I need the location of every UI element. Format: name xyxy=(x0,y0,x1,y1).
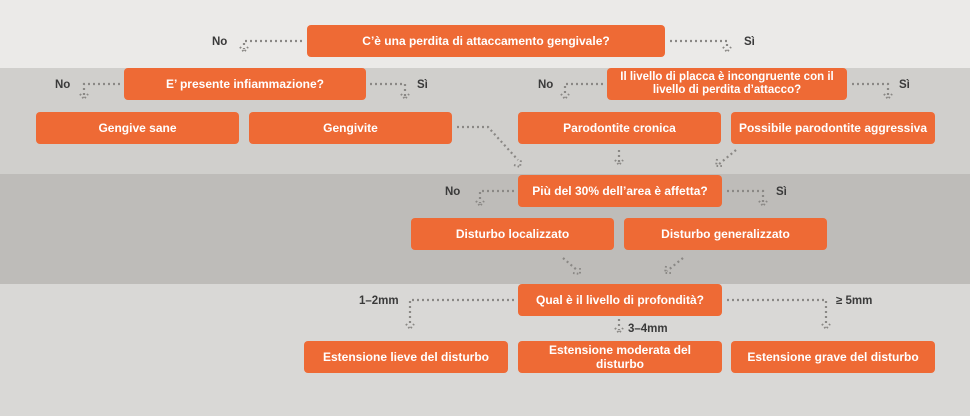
question-inflammation: E’ presente infiammazione? xyxy=(124,68,366,100)
arrow-head xyxy=(822,324,830,329)
arrow-head xyxy=(406,324,414,329)
branch-label-no: No xyxy=(55,79,71,91)
outcome-localized: Disturbo localizzato xyxy=(411,218,614,250)
outcome-mild-extent: Estensione lieve del disturbo xyxy=(304,341,508,373)
connector-attach-no xyxy=(244,41,302,49)
depth-label-5mm: ≥ 5mm xyxy=(836,295,873,307)
question-plaque-level: Il livello di placca è incongruente con il livello di perdita d’attacco? xyxy=(607,68,847,100)
outcome-gingivitis: Gengivite xyxy=(249,112,452,144)
question-depth: Qual è il livello di profondità? xyxy=(518,284,722,316)
connector-aggressive-area xyxy=(718,150,736,165)
outcome-chronic-periodontitis: Parodontite cronica xyxy=(518,112,721,144)
connector-attach-yes xyxy=(670,41,727,49)
arrow-head xyxy=(723,47,731,52)
question-area-affected: Più del 30% dell’area è affetta? xyxy=(518,175,722,207)
connector-area-yes xyxy=(727,191,763,203)
connector-plaque-no xyxy=(565,84,603,96)
depth-label-1-2mm: 1–2mm xyxy=(359,295,399,307)
connector-area-no xyxy=(480,191,514,203)
outcome-moderate-extent: Estensione moderata del disturbo xyxy=(518,341,722,373)
outcome-generalized: Disturbo generalizzato xyxy=(624,218,827,250)
branch-label-yes: Sì xyxy=(776,186,787,198)
outcome-aggressive-periodontitis: Possibile parodontite aggressiva xyxy=(731,112,935,144)
connector-inflam-no xyxy=(84,84,120,96)
branch-label-yes: Sì xyxy=(899,79,910,91)
branch-label-no: No xyxy=(445,186,461,198)
branch-label-no: No xyxy=(212,36,228,48)
arrow-head xyxy=(514,160,521,167)
branch-label-no: No xyxy=(538,79,554,91)
connector-inflam-yes xyxy=(370,84,405,96)
connector-depth-mild xyxy=(410,300,514,326)
branch-label-yes: Sì xyxy=(744,36,755,48)
connector-gingivitis-area xyxy=(457,127,518,160)
arrow-head xyxy=(240,47,248,52)
connector-generalized-depth xyxy=(667,258,683,271)
branch-label-yes: Sì xyxy=(417,79,428,91)
connector-localized-depth xyxy=(563,258,578,271)
connector-plaque-yes xyxy=(852,84,888,96)
depth-label-3-4mm: 3–4mm xyxy=(628,323,668,335)
arrow-head xyxy=(476,201,484,206)
arrow-head xyxy=(573,267,580,274)
arrow-head xyxy=(615,328,623,333)
outcome-healthy-gums: Gengive sane xyxy=(36,112,239,144)
arrow-head xyxy=(561,94,569,99)
connector-depth-severe xyxy=(727,300,826,326)
outcome-severe-extent: Estensione grave del disturbo xyxy=(731,341,935,373)
question-attachment-loss: C’è una perdita di attaccamento gengivale? xyxy=(307,25,665,57)
